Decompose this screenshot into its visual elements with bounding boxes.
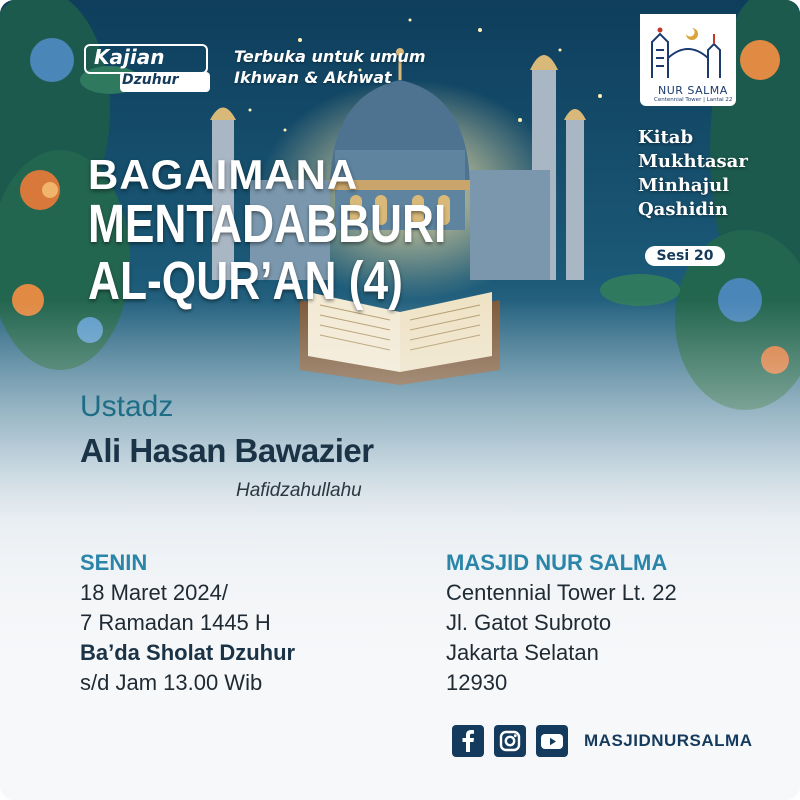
venue-line-3: Jakarta Selatan (446, 640, 599, 665)
kitab-line-4: Qashidin (638, 199, 728, 220)
audience-note (234, 46, 426, 88)
facebook-glyph (452, 725, 484, 757)
venue-line-4: 12930 (446, 670, 508, 695)
logo-subtitle: Centennial Tower | Lantai 22 (654, 97, 733, 103)
venue-block (446, 548, 677, 698)
kitab-line-2: Mukhtasar (638, 151, 748, 172)
title-line-2: MENTADABBURI (88, 194, 447, 254)
schedule-date: 18 Maret 2024/ (80, 580, 228, 605)
schedule-day: SENIN (80, 550, 148, 575)
youtube-glyph (536, 725, 568, 757)
dzuhur-label: Dzuhur (122, 72, 179, 88)
speaker-name: Ali Hasan Bawazier (80, 432, 374, 469)
title-line-1: BAGAIMANA (88, 151, 359, 198)
venue-name: MASJID NUR SALMA (446, 550, 668, 575)
social-links (452, 724, 753, 758)
schedule-until: s/d Jam 13.00 Wib (80, 670, 263, 695)
nur-salma-logo (640, 14, 736, 106)
youtube-icon[interactable] (536, 725, 568, 757)
venue-line-2: Jl. Gatot Subroto (446, 610, 612, 635)
kitab-title (638, 126, 748, 222)
schedule-time-label: Ba’da Sholat Dzuhur (80, 640, 296, 665)
schedule-block (80, 548, 295, 698)
session-badge: Sesi 20 (645, 246, 725, 266)
audience-line-1: Terbuka untuk umum (234, 47, 426, 66)
venue-line-1: Centennial Tower Lt. 22 (446, 580, 677, 605)
instagram-icon[interactable] (494, 725, 526, 757)
facebook-icon[interactable] (452, 725, 484, 757)
speaker-honorific: Hafidzahullahu (236, 480, 362, 501)
social-handle: MASJIDNURSALMA (584, 731, 753, 750)
kitab-line-1: Kitab (638, 127, 694, 148)
schedule-hijri-date: 7 Ramadan 1445 H (80, 610, 271, 635)
audience-line-2: Ikhwan & Akhwat (234, 68, 392, 87)
kajian-dzuhur-badge (84, 44, 214, 94)
instagram-glyph (494, 725, 526, 757)
kajian-label: Kajian (94, 45, 165, 69)
logo-name: NUR SALMA (658, 84, 728, 97)
speaker-role: Ustadz (80, 390, 174, 423)
title-line-3: AL-QUR’AN (4) (88, 251, 403, 311)
kitab-line-3: Minhajul (638, 175, 730, 196)
mosque-logo-icon (640, 14, 736, 82)
